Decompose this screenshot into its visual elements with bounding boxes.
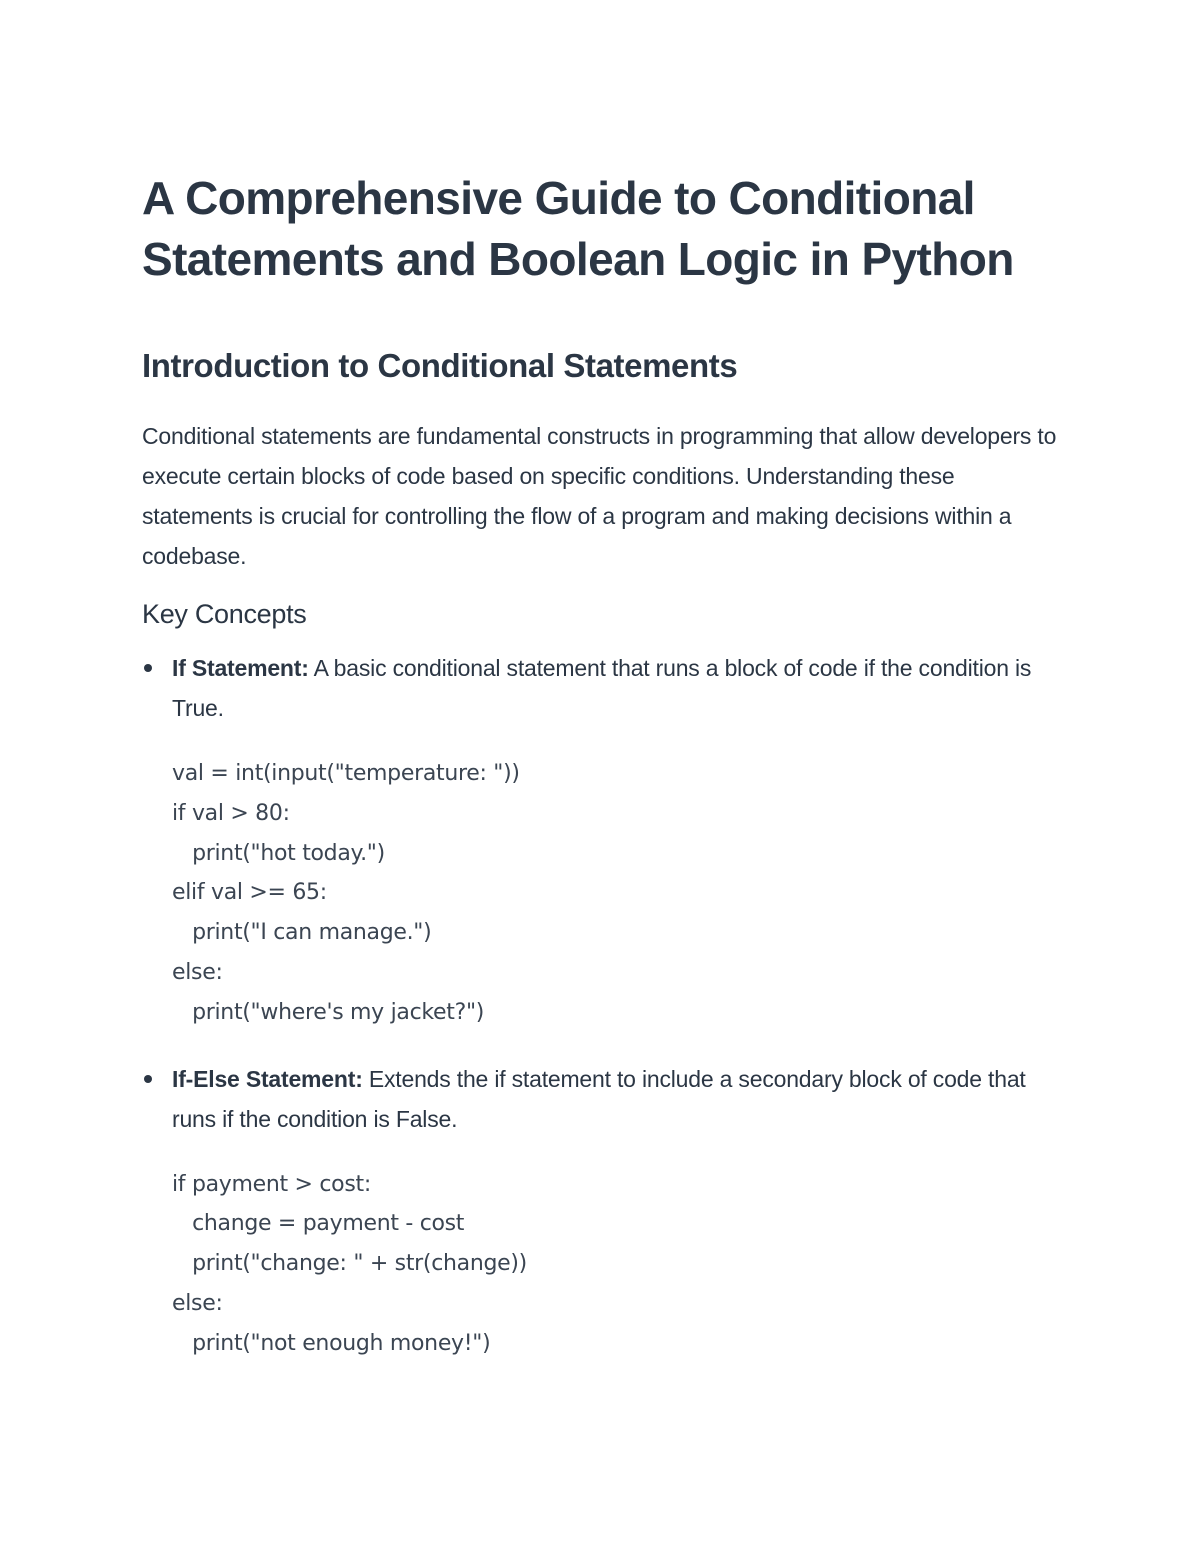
code-line: if payment > cost:	[172, 1171, 371, 1197]
code-line: change = payment - cost	[172, 1211, 465, 1237]
code-line: print("change: " + str(change))	[172, 1251, 527, 1277]
intro-paragraph: Conditional statements are fundamental constructs in programming that allow developers to execute certain blocks of code based on specific conditions. Understanding these statements is crucial for controlling the flow of a program and making decisions within a codebase.	[142, 423, 1057, 569]
concept-list	[142, 648, 1062, 1364]
section-heading: Introduction to Conditional Statements	[142, 347, 738, 384]
code-line: else:	[172, 959, 223, 985]
document-page	[142, 168, 1062, 1364]
code-block	[172, 1165, 1062, 1364]
concept-term: If-Else Statement:	[172, 1065, 363, 1092]
code-line: print("where's my jacket?")	[172, 999, 485, 1025]
concept-text	[172, 648, 1062, 728]
code-line: print("not enough money!")	[172, 1330, 491, 1356]
code-line: print("I can manage.")	[172, 920, 432, 946]
concept-term: If Statement:	[172, 655, 309, 681]
bullet-icon	[144, 1075, 152, 1083]
code-line: if val > 80:	[172, 800, 290, 826]
concept-text	[172, 1059, 1062, 1139]
bullet-icon	[144, 664, 152, 672]
code-line: print("hot today.")	[172, 840, 385, 866]
document-title: A Comprehensive Guide to Conditional Statements and Boolean Logic in Python	[142, 172, 1014, 285]
concept-description: A basic conditional statement that runs a block of code if the condition is True.	[172, 655, 1032, 721]
concept-description: Extends the if statement to include a secondary block of code that runs if the condition is False.	[172, 1065, 1026, 1132]
code-line: else:	[172, 1290, 223, 1316]
concept-item-if-else-statement	[142, 1059, 1062, 1364]
code-line: elif val >= 65:	[172, 880, 327, 906]
code-line: val = int(input("temperature: "))	[172, 761, 520, 786]
code-block	[172, 754, 1062, 1033]
key-concepts-heading: Key Concepts	[142, 599, 307, 629]
concept-item-if-statement	[142, 648, 1062, 1033]
